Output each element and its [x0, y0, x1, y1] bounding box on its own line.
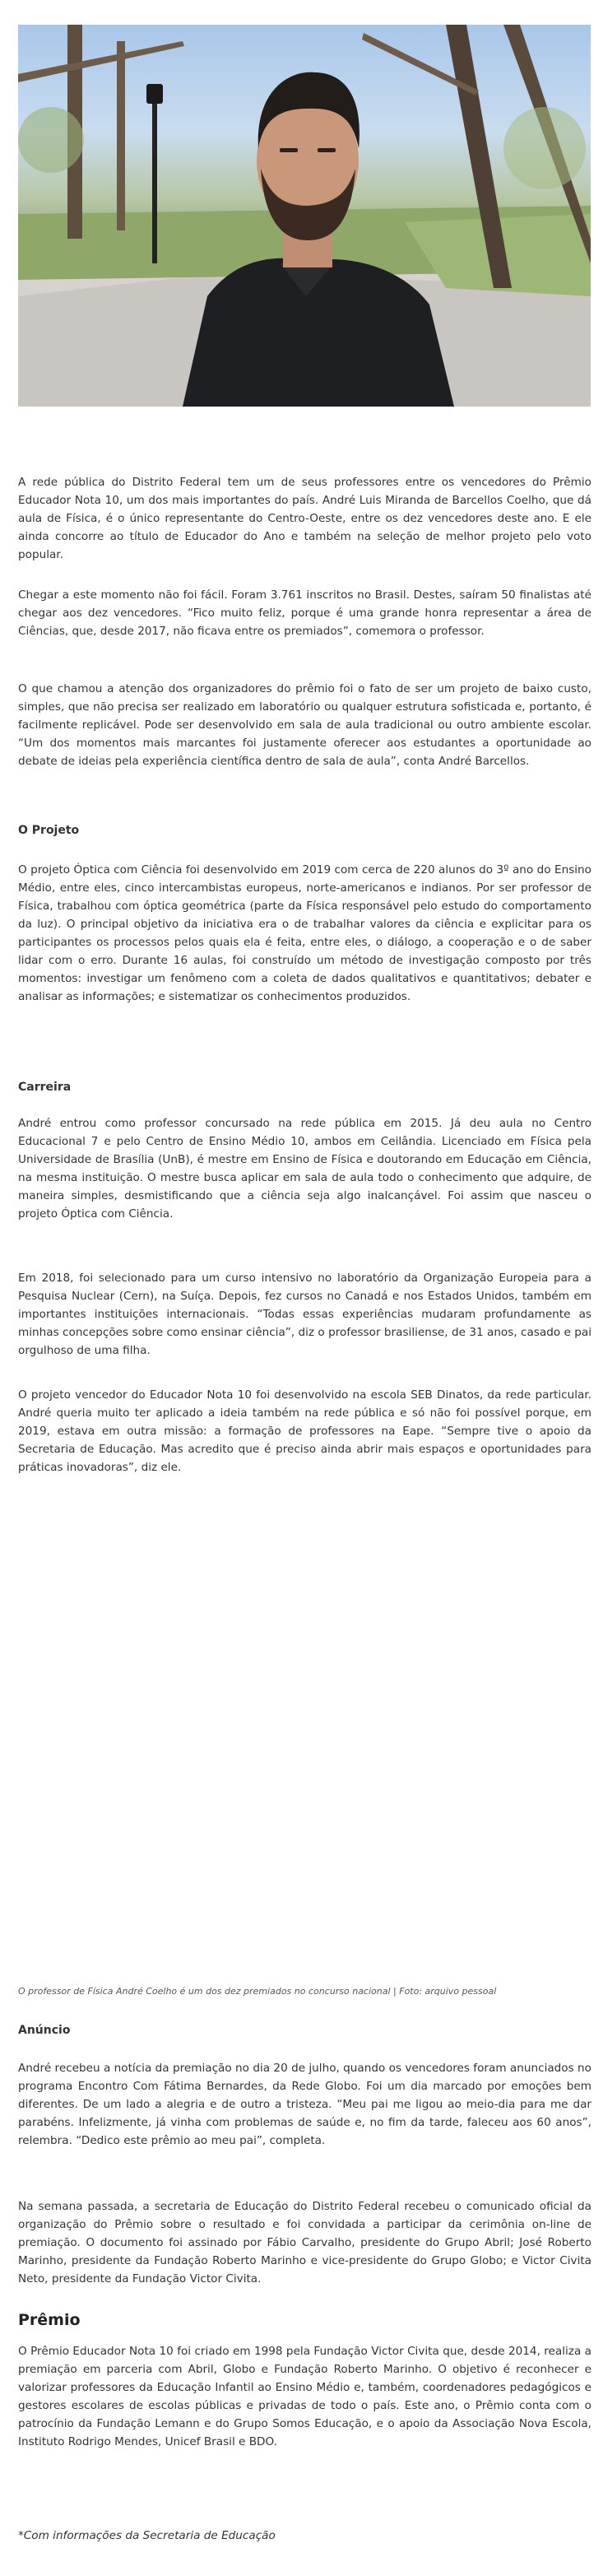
footnote-text: *Com informações da Secretaria de Educação: [18, 2529, 276, 2542]
intro-paragraph-1: [18, 473, 591, 564]
section-projeto: [18, 821, 591, 839]
body-text: O Prêmio Educador Nota 10 foi criado em 1998 pela Fundação Victor Civita que, desde 2014, realiza a premiação em parceria com Abril, Globo e Fundação Roberto Marinho. O objetivo é reconhecer e valorizar professores da Educação Infantil ao Ensino Médio e, também, coordenadores pedagógicos e gestores escolares de escolas públicas e privadas de todo o país. Este ano, o Prêmio conta com o patrocínio da Fundação Lemann e do Grupo Somos Educação, e o apoio da Associação Nova Escola, Instituto Rodrigo Mendes, Unicef Brasil e BDO.: [18, 2345, 591, 2448]
footnote: [18, 2527, 591, 2545]
anuncio-paragraph-2: [18, 2197, 591, 2288]
body-text: O projeto vencedor do Educador Nota 10 foi desenvolvido na escola SEB Dinatos, da rede particular. André queria muito ter aplicado a ideia também na rede pública e só não foi possível porque, em 2019, estava em outra missão: a formação de professores na Eape. “Sempre tive o apoio da Secretaria de Educação. Mas acredito que é preciso ainda abrir mais espaços e oportunidades para práticas inovadoras”, diz ele.: [18, 1388, 591, 1474]
caption-text: O professor de Física André Coelho é um dos dez premiados no concurso nacional | Foto: arquivo pessoal: [18, 1986, 497, 1997]
anuncio-paragraph-1: [18, 2059, 591, 2150]
intro-paragraph-2: [18, 586, 591, 640]
section-heading: O Projeto: [18, 824, 80, 837]
carreira-paragraph-1: [18, 1114, 591, 1223]
section-carreira: [18, 1078, 591, 1096]
section-heading: Carreira: [18, 1081, 72, 1094]
photo-caption: [18, 1985, 591, 1998]
body-text: Chegar a este momento não foi fácil. Foram 3.761 inscritos no Brasil. Destes, saíram 50 finalistas até chegar aos dez vencedores. “Fico muito feliz, porque é uma grande honra representar a área de Ciências, que, desde 2017, não ficava entre os premiados”, comemora o professor.: [18, 588, 591, 638]
body-text: O que chamou a atenção dos organizadores do prêmio foi o fato de ser um projeto de baixo custo, simples, que não precisa ser realizado em laboratório ou qualquer estrutura sofisticada e, portanto, é facilmente replicável. Pode ser desenvolvido em sala de aula tradicional ou outro ambiente escolar. “Um dos momentos mais marcantes foi justamente oferecer aos estudantes a oportunidade ao debate de ideias pela experiência científica dentro de sala de aula”, conta André Barcellos.: [18, 682, 591, 768]
section-premio: [18, 2309, 591, 2331]
body-text: André recebeu a notícia da premiação no dia 20 de julho, quando os vencedores foram anunciados no programa Encontro Com Fátima Bernardes, da Rede Globo. Foi um dia marcado por emoções bem diferentes. De um lado a alegria e de outro a tristeza. “Meu pai me ligou ao meio-dia para me dar parabéns. Infelizmente, já vinha com problemas de saúde e, no fim da tarde, faleceu aos 60 anos”, relembra. “Dedico este prêmio ao meu pai”, completa.: [18, 2062, 591, 2147]
section-heading: Prêmio: [18, 2311, 81, 2329]
article: [18, 25, 591, 2542]
body-text: O projeto Óptica com Ciência foi desenvolvido em 2019 com cerca de 220 alunos do 3º ano do Ensino Médio, entre eles, cinco intercambistas europeus, norte-americanos e indianos. Por ser professor de Física, trabalhou com óptica geométrica (parte da Física responsável pelo estudo do comportamento da luz). O principal objetivo da iniciativa era o de trabalhar valores da ciência e explicitar para os participantes os processos pelos quais ela é feita, entre eles, o diálogo, a cooperação e o de saber lidar com o erro. Durante 16 aulas, foi construído um método de investigação composto por três momentos: investigar um fenômeno com a coleta de dados qualitativos e quantitativos; debater e analisar as informações; e sistematizar os conhecimentos produzidos.: [18, 863, 591, 1003]
section-heading: Anúncio: [18, 2024, 71, 2037]
section-projeto-body: [18, 861, 591, 1006]
body-text: Na semana passada, a secretaria de Educação do Distrito Federal recebeu o comunicado oficial da organização do Prêmio sobre o resultado e foi convidada a participar da cerimônia on-line de premiação. O documento foi assinado por Fábio Carvalho, presidente do Grupo Abril; José Roberto Marinho, presidente da Fundação Roberto Marinho e vice-presidente do Grupo Globo; e Victor Civita Neto, presidente da Fundação Victor Civita.: [18, 2200, 591, 2285]
carreira-paragraph-3: [18, 1386, 591, 1476]
body-text: Em 2018, foi selecionado para um curso intensivo no laboratório da Organização Europeia para a Pesquisa Nuclear (Cern), na Suíça. Depois, fez cursos no Canadá e nos Estados Unidos, também em importantes instituições internacionais. “Todas essas experiências mudaram profundamente as minhas concepções sobre como ensinar ciência”, diz o professor brasiliense, de 31 anos, casado e pai orgulhoso de uma filha.: [18, 1272, 591, 1357]
section-anuncio: [18, 2021, 591, 2039]
body-text: A rede pública do Distrito Federal tem um de seus professores entre os vencedores do Prêmio Educador Nota 10, um dos mais importantes do país. André Luis Miranda de Barcellos Coelho, que dá aula de Física, é o único representante do Centro-Oeste, entre os dez vencedores deste ano. E ele ainda concorre ao título de Educador do Ano e também na seleção de melhor projeto pelo voto popular.: [18, 476, 591, 561]
body-text: André entrou como professor concursado na rede pública em 2015. Já deu aula no Centro Educacional 7 e pelo Centro de Ensino Médio 10, ambos em Ceilândia. Licenciado em Física pela Universidade de Brasília (UnB), é mestre em Ensino de Física e doutorando em Educação em Ciência, na mesma instituição. O mestre busca aplicar em sala de aula todo o conhecimento que adquire, de maneira simples, desmistificando que a ciência seja algo inalcançável. Foi assim que nasceu o projeto Óptica com Ciência.: [18, 1117, 591, 1221]
intro-paragraph-3: [18, 680, 591, 770]
premio-body: [18, 2342, 591, 2451]
carreira-paragraph-2: [18, 1269, 591, 1360]
photo-icon: [18, 25, 591, 407]
teacher-photo: [18, 25, 591, 407]
